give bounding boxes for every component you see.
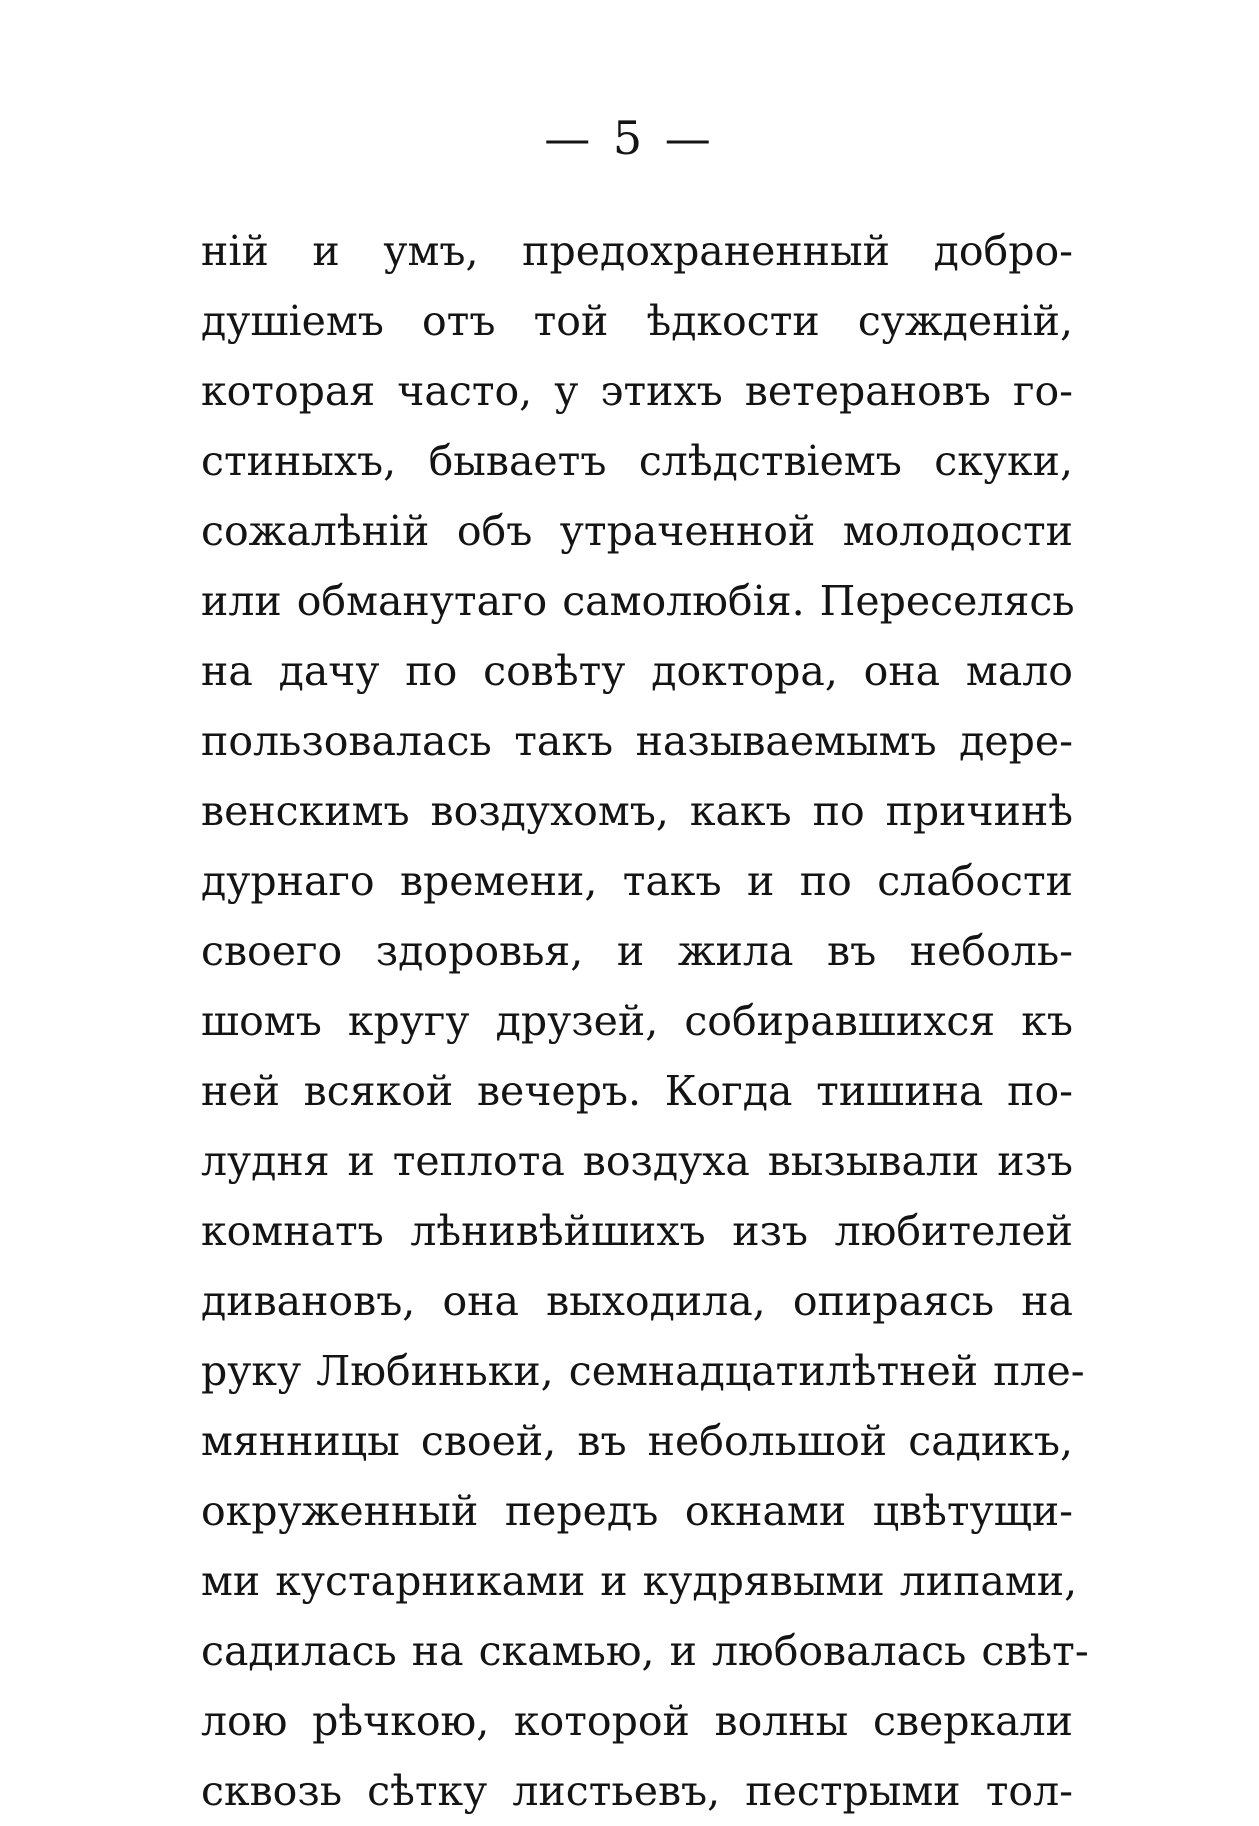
text-line: ми кустарниками и кудрявыми липами, [201, 1557, 1078, 1605]
text-line: мянницы своей, въ небольшой садикъ, [201, 1417, 1073, 1465]
text-line: сожалѣній объ утраченной молодости [201, 507, 1073, 555]
text-line: окруженный передъ окнами цвѣтущи- [201, 1487, 1073, 1535]
text-line: или обманутаго самолюбія. Переселясь [201, 577, 1075, 625]
text-line: пользовалась такъ называемымъ дере- [201, 717, 1073, 765]
text-line: дивановъ, она выходила, опираясь на [201, 1277, 1073, 1325]
text-line: комнатъ лѣнивѣйшихъ изъ любителей [201, 1207, 1073, 1255]
text-line: ней всякой вечеръ. Когда тишина по- [201, 1067, 1073, 1115]
text-line: стиныхъ, бываетъ слѣдствіемъ скуки, [201, 437, 1073, 485]
text-line: лудня и теплота воздуха вызывали изъ [201, 1137, 1073, 1185]
text-line: шомъ кругу друзей, собиравшихся къ [201, 997, 1073, 1045]
text-line: сквозь сѣтку листьевъ, пестрыми тол- [201, 1767, 1073, 1815]
text-line: ній и умъ, предохраненный добро- [201, 227, 1073, 275]
text-line: на дачу по совѣту доктора, она мало [201, 647, 1073, 695]
page-number: — 5 — [544, 111, 715, 165]
text-line: садилась на скамью, и любовалась свѣт- [201, 1627, 1089, 1675]
body-text [201, 216, 1089, 1826]
text-line: которая часто, у этихъ ветерановъ го- [201, 367, 1073, 415]
text-line: лою рѣчкою, которой волны сверкали [201, 1697, 1073, 1745]
text-line: руку Любиньки, семнадцатилѣтней пле- [201, 1347, 1085, 1395]
text-line: душіемъ отъ той ѣдкости сужденій, [201, 297, 1073, 345]
text-line: венскимъ воздухомъ, какъ по причинѣ [201, 787, 1073, 835]
text-line: своего здоровья, и жила въ неболь- [201, 927, 1073, 975]
text-line: дурнаго времени, такъ и по слабости [201, 857, 1073, 905]
